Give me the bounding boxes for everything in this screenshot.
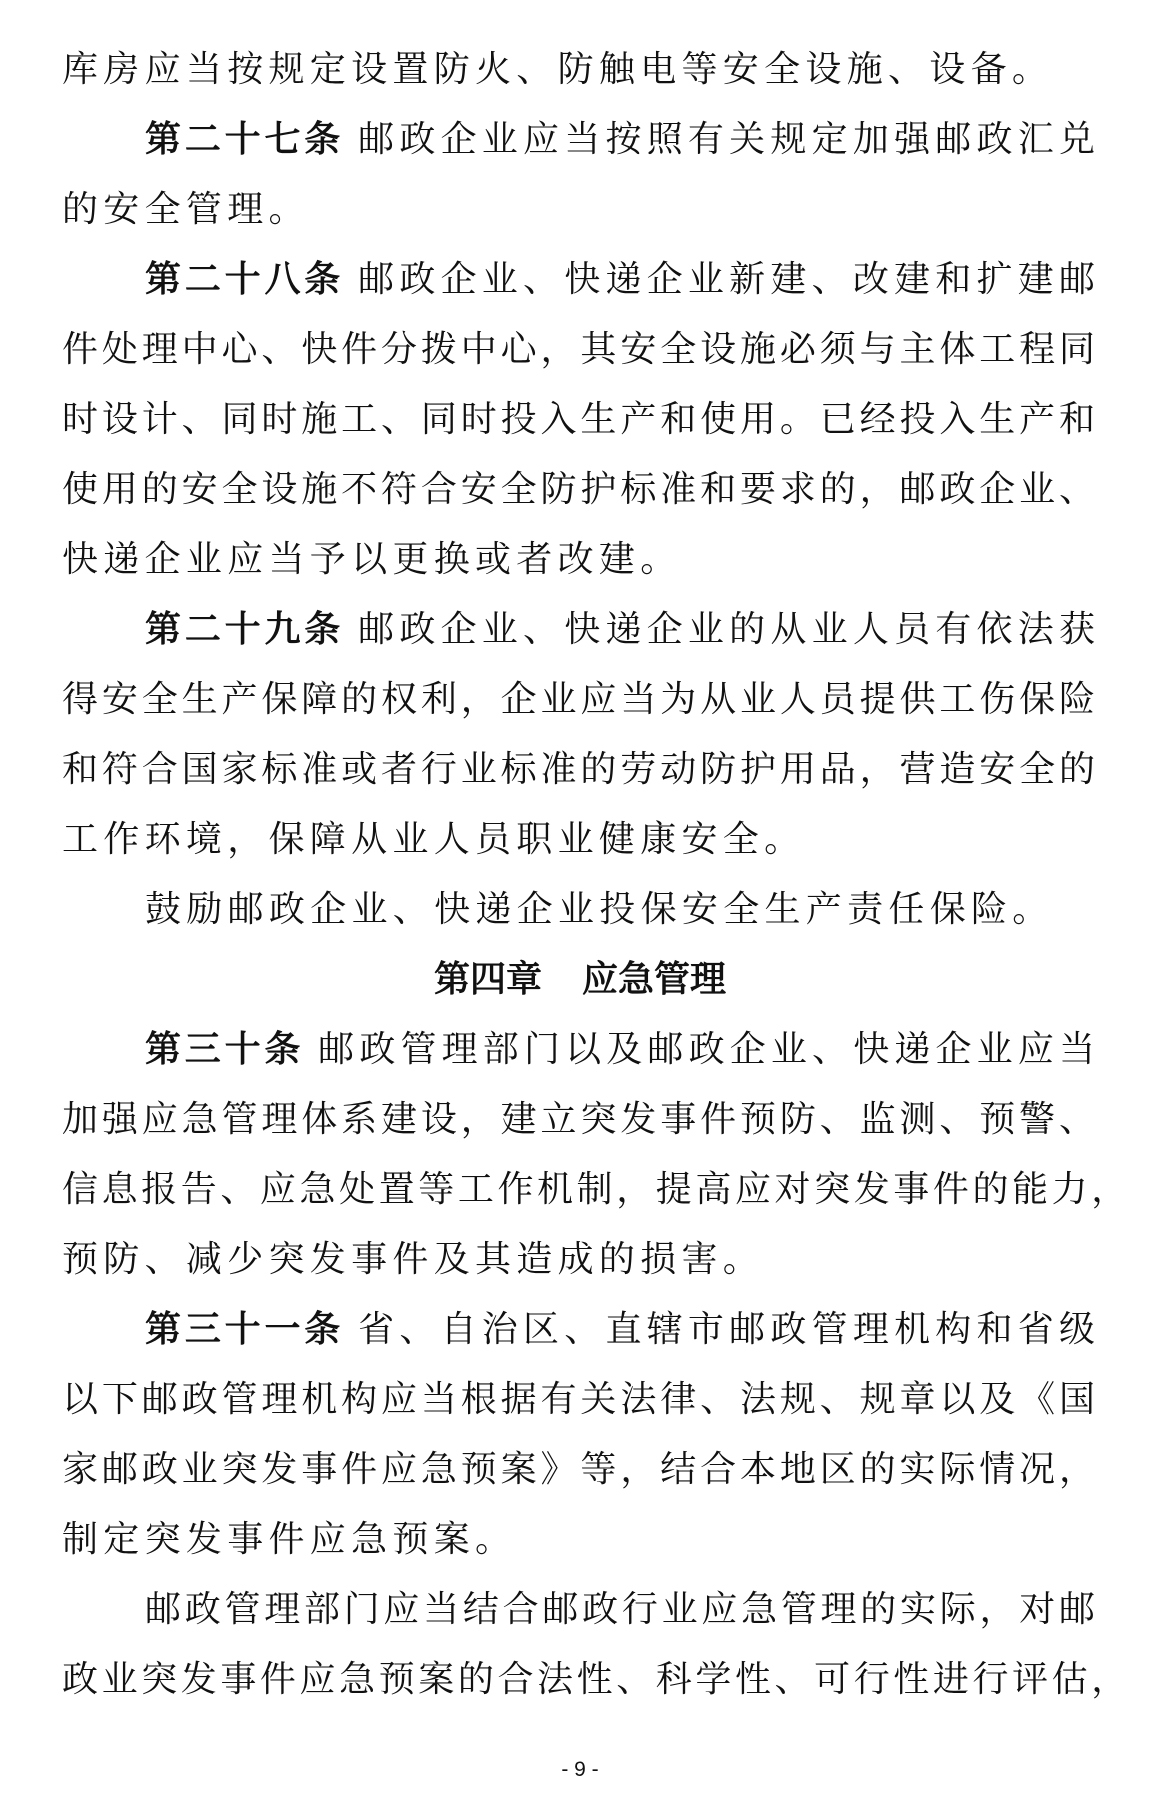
text-line	[62, 1365, 1095, 1435]
line-text: 制定突发事件应急预案。	[62, 1519, 517, 1560]
chapter-title: 应急管理	[582, 959, 727, 1000]
line-text: 的安全管理。	[62, 189, 310, 230]
text-line	[62, 735, 1095, 805]
line-text: 件 处 理 中 心 、 快 件 分 拨 中 心 ， 其 安 全 设 施 必 须 与 主 体 工 程 同	[62, 329, 1095, 370]
text-line	[62, 805, 1095, 875]
line-text: 邮 政 管 理 部 门 应 当 结 合 邮 政 行 业 应 急 管 理 的 实 际 ， 对 邮	[145, 1589, 1095, 1630]
line-text: 预防、减少突发事件及其造成的损害。	[62, 1239, 765, 1280]
article-label: 第二十九条	[145, 609, 345, 650]
line-text: 快递企业应当予以更换或者改建。	[62, 539, 682, 580]
text-line	[62, 315, 1095, 385]
text-line	[62, 1645, 1128, 1715]
text-line	[62, 175, 1095, 245]
chapter-heading	[0, 945, 1160, 1015]
text-line	[62, 1155, 1128, 1225]
line-text: 工作环境，保障从业人员职业健康安全。	[62, 819, 806, 860]
article-label: 第二十八条	[145, 259, 345, 300]
line-text: 家 邮 政 业 突 发 事 件 应 急 预 案 》 等 ， 结 合 本 地 区 的 实 际 情 况 ，	[62, 1449, 1095, 1490]
article-label: 第三十条	[145, 1029, 305, 1070]
line-text: 库房应当按规定设置防火、防触电等安全设施、设备。	[62, 49, 1054, 90]
article-31-heading-line	[62, 1295, 1095, 1365]
line-text: 得 安 全 生 产 保 障 的 权 利 ， 企 业 应 当 为 从 业 人 员 提 供 工 伤 保 险	[62, 679, 1095, 720]
line-text: 鼓励邮政企业、快递企业投保安全生产责任保险。	[145, 889, 1054, 930]
line-text: 使 用 的 安 全 设 施 不 符 合 安 全 防 护 标 准 和 要 求 的 ， 邮 政 企 业 、	[62, 469, 1095, 510]
line-text: 信 息 报 告 、 应 急 处 置 等 工 作 机 制 ， 提 高 应 对 突 发 事 件 的 能 力 ，	[62, 1169, 1128, 1210]
line-text: 邮 政 企 业 应 当 按 照 有 关 规 定 加 强 邮 政 汇 兑	[358, 119, 1095, 160]
text-line	[62, 1435, 1095, 1505]
line-text: 时 设 计 、 同 时 施 工 、 同 时 投 入 生 产 和 使 用 。 已 经 投 入 生 产 和	[62, 399, 1095, 440]
text-line	[62, 1505, 1095, 1575]
line-text: 和 符 合 国 家 标 准 或 者 行 业 标 准 的 劳 动 防 护 用 品 ， 营 造 安 全 的	[62, 749, 1095, 790]
line-text: 邮 政 企 业 、 快 递 企 业 新 建 、 改 建 和 扩 建 邮	[358, 259, 1095, 300]
text-line	[62, 385, 1095, 455]
article-label: 第三十一条	[145, 1309, 345, 1350]
article-30-heading-line	[62, 1015, 1095, 1085]
line-text: 以 下 邮 政 管 理 机 构 应 当 根 据 有 关 法 律 、 法 规 、 规 章 以 及 《 国	[62, 1379, 1095, 1420]
line-text: 邮 政 企 业 、 快 递 企 业 的 从 业 人 员 有 依 法 获	[358, 609, 1095, 650]
text-line	[62, 525, 1095, 595]
article-29-heading-line	[62, 595, 1095, 665]
line-text: 加 强 应 急 管 理 体 系 建 设 ， 建 立 突 发 事 件 预 防 、 监 测 、 预 警 、	[62, 1099, 1095, 1140]
text-line	[62, 1225, 1095, 1295]
article-label: 第二十七条	[145, 119, 345, 160]
text-line	[62, 665, 1095, 735]
text-line	[62, 35, 1095, 105]
text-line	[62, 1085, 1095, 1155]
text-line	[62, 1575, 1095, 1645]
line-text: 政 业 突 发 事 件 应 急 预 案 的 合 法 性 、 科 学 性 、 可 行 性 进 行 评 估 ，	[62, 1659, 1128, 1700]
line-text: 省 、 自 治 区 、 直 辖 市 邮 政 管 理 机 构 和 省 级	[358, 1309, 1095, 1350]
line-text: 邮 政 管 理 部 门 以 及 邮 政 企 业 、 快 递 企 业 应 当	[318, 1029, 1095, 1070]
text-line	[62, 875, 1095, 945]
chapter-number: 第四章	[433, 959, 542, 1000]
text-line	[62, 455, 1095, 525]
page-number: - 9 -	[561, 1758, 599, 1781]
article-27-heading-line	[62, 105, 1095, 175]
article-28-heading-line	[62, 245, 1095, 315]
